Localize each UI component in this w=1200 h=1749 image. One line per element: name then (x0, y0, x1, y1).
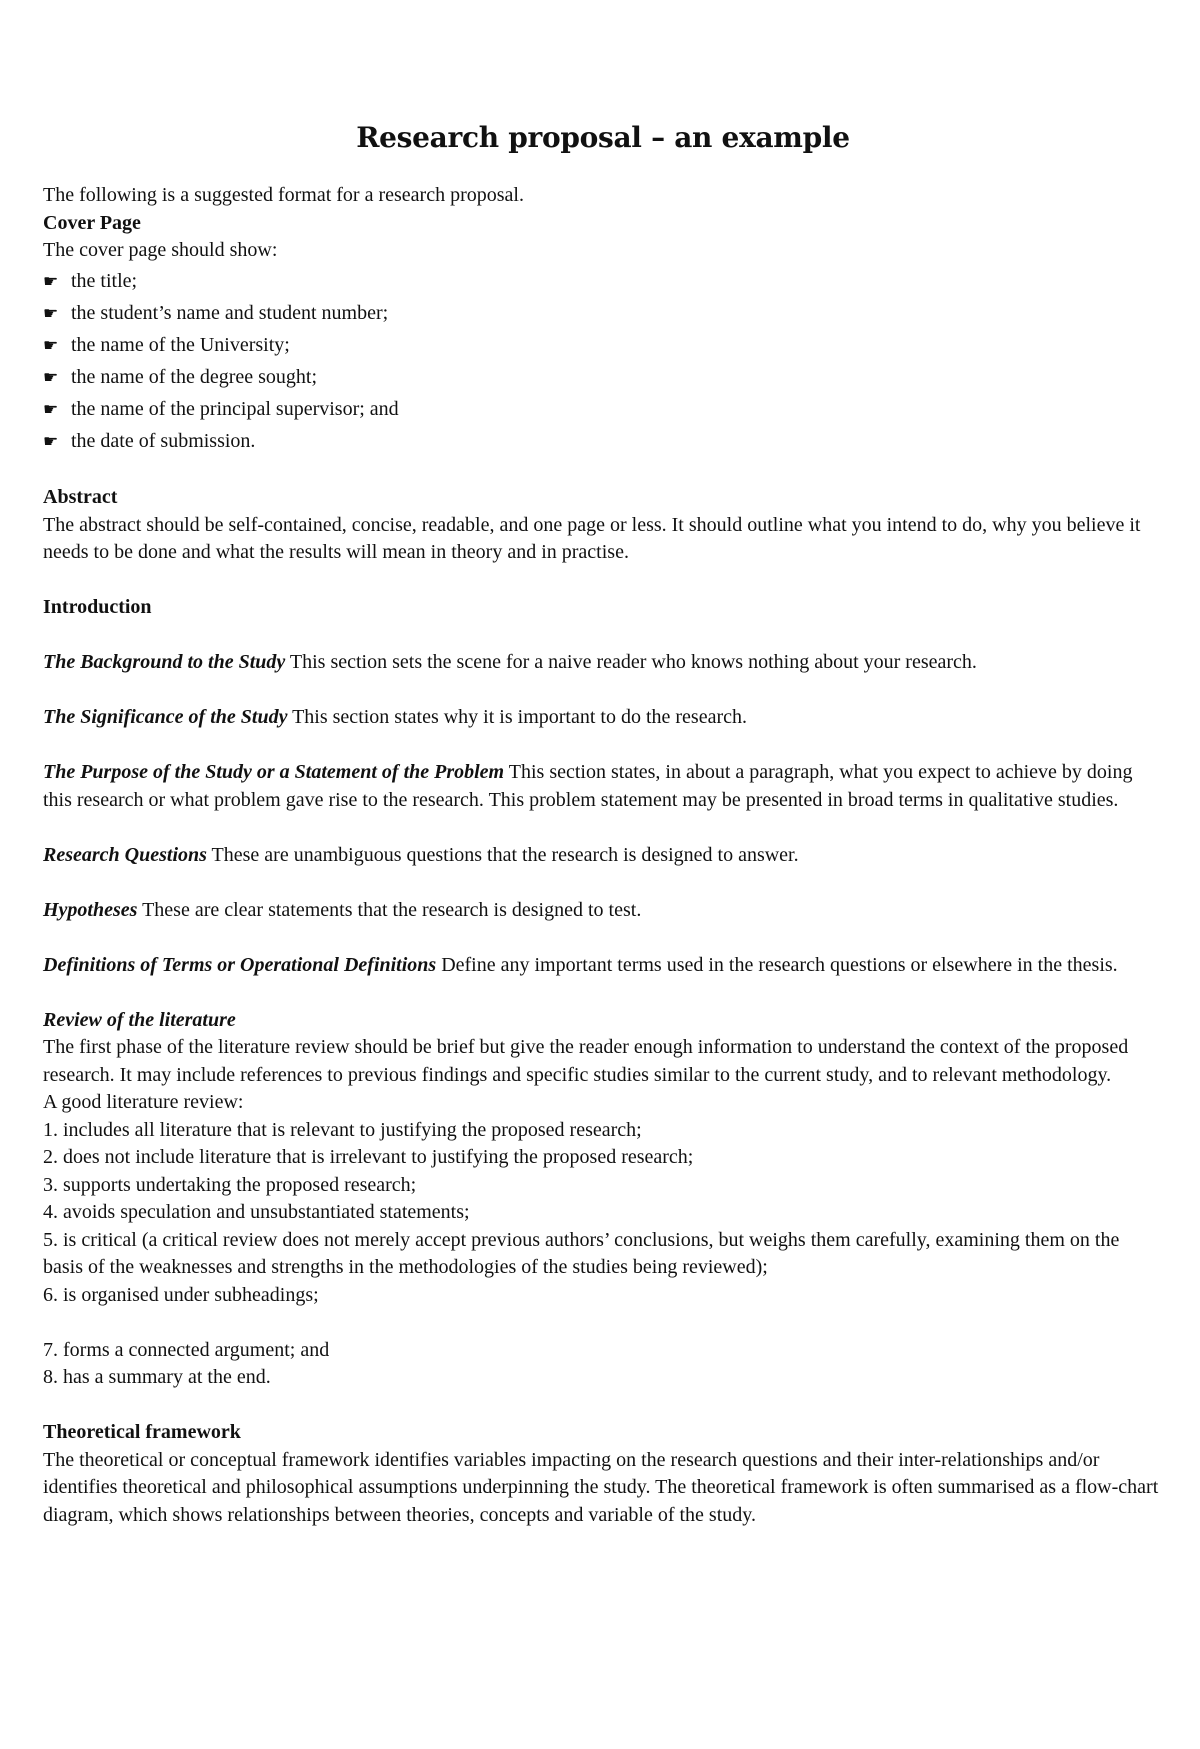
questions-text: These are unambiguous questions that the research is designed to answer. (211, 843, 799, 866)
pointing-hand-icon: ☛ (43, 367, 59, 388)
intro-text: The following is a suggested format for a research proposal. (43, 184, 524, 206)
cover-page-lead: The cover page should show: (43, 239, 278, 261)
abstract-heading: Abstract (43, 486, 118, 508)
significance-paragraph (43, 704, 1163, 732)
list-item-text: the student’s name and student number; (71, 301, 389, 324)
literature-lead: A good literature review: (43, 1091, 244, 1113)
cover-page-heading: Cover Page (43, 211, 141, 234)
list-item: 5. is critical (a critical review does not merely accept previous authors’ conclusions, but weighs them carefully, examining them on the basis of the weaknesses and strengths in the methodologies of the studies being reviewed); (43, 1228, 1120, 1278)
questions-label: Research Questions (43, 843, 207, 866)
document-title: Research proposal – an example (356, 121, 850, 154)
list-item: 3. supports undertaking the proposed research; (43, 1173, 417, 1196)
hypotheses-label: Hypotheses (43, 898, 138, 921)
pointing-hand-icon: ☛ (43, 399, 59, 420)
literature-heading: Review of the literature (43, 1008, 236, 1031)
framework-heading: Theoretical framework (43, 1421, 241, 1443)
pointing-hand-icon: ☛ (43, 431, 59, 452)
hypotheses-text: These are clear statements that the research is designed to test. (142, 898, 642, 921)
list-item (43, 329, 1163, 361)
purpose-paragraph (43, 759, 1163, 814)
background-paragraph (43, 649, 1163, 677)
background-label: The Background to the Study (43, 651, 286, 673)
significance-text: This section states why it is important to do the research. (292, 706, 747, 728)
cover-page-list (43, 265, 1163, 457)
pointing-hand-icon: ☛ (43, 271, 59, 292)
list-item (43, 361, 1163, 393)
list-item: 4. avoids speculation and unsubstantiated statements; (43, 1201, 470, 1223)
definitions-label: Definitions of Terms or Operational Definitions (43, 953, 437, 976)
questions-paragraph (43, 842, 1163, 870)
framework-text: The theoretical or conceptual framework identifies variables impacting on the research questions and their inter-relationships and/or identifies theoretical and philosophical assumptions underpinning the study. The theoretical framework is often summarised as a flow-chart diagram, which shows relationships between theories, concepts and variable of the study. (43, 1448, 1159, 1526)
list-item: 6. is organised under subheadings; (43, 1283, 319, 1306)
pointing-hand-icon: ☛ (43, 303, 59, 324)
list-item-text: the name of the degree sought; (71, 365, 318, 388)
list-item: 1. includes all literature that is relevant to justifying the proposed research; (43, 1118, 642, 1141)
literature-list (43, 1117, 1163, 1392)
list-item-text: the title; (71, 269, 138, 292)
list-item: 7. forms a connected argument; and (43, 1338, 330, 1361)
list-item: 2. does not include literature that is irrelevant to justifying the proposed research; (43, 1146, 694, 1168)
list-item (43, 425, 1163, 457)
definitions-paragraph (43, 952, 1163, 980)
abstract-text: The abstract should be self-contained, concise, readable, and one page or less. It should outline what you intend to do, why you believe it needs to be done and what the results will mean in theory and in practise. (43, 513, 1141, 563)
document-body (43, 118, 1163, 1529)
list-item-text: the name of the principal supervisor; and (71, 397, 399, 420)
list-item (43, 265, 1163, 297)
background-text: This section sets the scene for a naive reader who knows nothing about your research. (289, 651, 977, 673)
list-item (43, 297, 1163, 329)
introduction-heading: Introduction (43, 596, 152, 618)
list-item: 8. has a summary at the end. (43, 1366, 271, 1388)
significance-label: The Significance of the Study (43, 706, 288, 728)
definitions-text: Define any important terms used in the research questions or elsewhere in the thesis. (441, 953, 1118, 976)
list-item (43, 393, 1163, 425)
purpose-label: The Purpose of the Study or a Statement of the Problem (43, 761, 505, 783)
list-item-text: the name of the University; (71, 333, 290, 356)
hypotheses-paragraph (43, 897, 1163, 925)
purpose-text: This section states, in about a paragraph, what you expect to achieve by doing this research or what problem gave rise to the research. This problem statement may be presented in broad terms in qualitative studies. (43, 761, 1133, 811)
list-item-text: the date of submission. (71, 429, 256, 452)
literature-text: The first phase of the literature review should be brief but give the reader enough information to understand the context of the proposed research. It may include references to previous findings and specific studies similar to the current study, and to relevant methodology. (43, 1036, 1129, 1086)
pointing-hand-icon: ☛ (43, 335, 59, 356)
